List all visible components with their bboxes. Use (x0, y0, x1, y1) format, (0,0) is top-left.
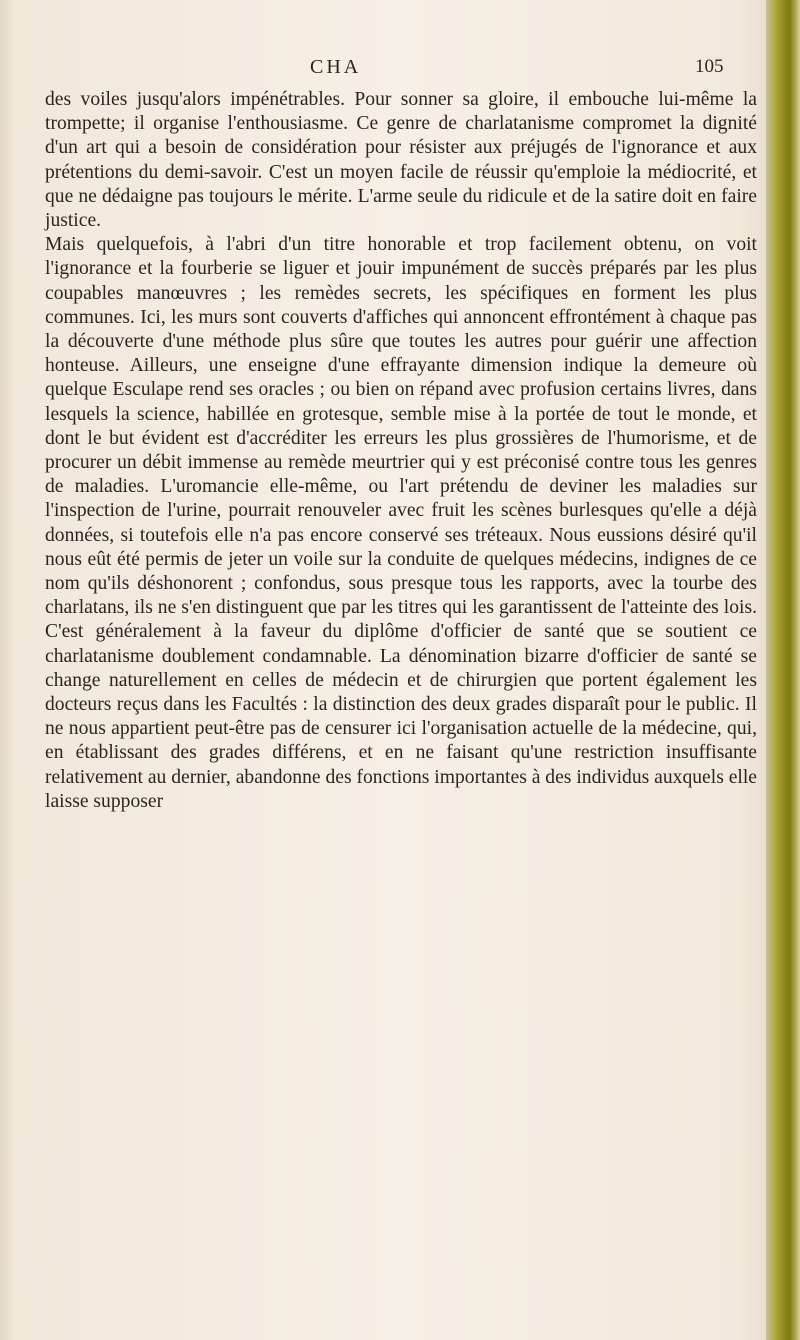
paragraph-1: des voiles jusqu'alors impénétrables. Pour sonner sa gloire, il embouche lui-même la trompette; il organise l'enthousiasme. Ce genre de charlatanisme compromet la dignité d'un art qui a besoin de considération pour résister aux préjugés de l'ignorance et aux prétentions du demi-savoir. C'est un moyen facile de réussir qu'emploie la médiocrité, et que ne dédaigne pas toujours le mérite. L'arme seule du ridicule et de la satire doit en faire justice. (45, 89, 757, 232)
body-text (45, 88, 757, 814)
paragraph-2: Mais quelquefois, à l'abri d'un titre honorable et trop facilement obtenu, on voit l'ignorance et la fourberie se liguer et jouir impunément de succès préparés par les plus coupables manœuvres ; les remèdes secrets, les spécifiques en forment les plus communes. Ici, les murs sont couverts d'affiches qui annoncent effrontément à chaque pas la découverte d'une méthode plus sûre que toutes les autres pour guérir une affection honteuse. Ailleurs, une enseigne d'une effrayante dimension indique la demeure où quelque Esculape rend ses oracles ; ou bien on répand avec profusion certains livres, dans lesquels la science, habillée en grotesque, semble mise à la portée de tout le monde, et dont le but évident est d'accréditer les erreurs les plus grossières de l'humorisme, et de procurer un débit immense au remède meurtrier qui y est préconisé contre tous les genres de maladies. L'uromancie elle-même, ou l'art prétendu de deviner les maladies sur l'inspection de l'urine, pourrait renouveler avec fruit les scènes burlesques qu'elle a déjà données, si toutefois elle n'a pas encore conservé ses tréteaux. Nous eussions désiré qu'il nous eût été permis de jeter un voile sur la conduite de quelques médecins, indignes de ce nom qu'ils déshonorent ; confondus, sous presque tous les rapports, avec la tourbe des charlatans, ils ne s'en distinguent que par les titres qui les garantissent de l'atteinte des lois. C'est généralement à la faveur du diplôme d'officier de santé que se soutient ce charlatanisme doublement condamnable. La dénomination bizarre d'officier de santé se change naturellement en celles de médecin et de chirurgien que portent également les docteurs reçus dans les Facultés : la distinction des deux grades disparaît pour le public. Il ne nous appartient peut-être pas de censurer ici l'organisation actuelle de la médecine, qui, en établissant des grades différens, et en ne faisant qu'une restriction insuffisante relativement au dernier, abandonne des fonctions importantes à des individus auxquels elle laisse supposer (45, 234, 757, 812)
page-gutter-shadow (0, 0, 14, 1340)
page-header (40, 56, 760, 82)
page-number: 105 (695, 56, 724, 77)
running-head: CHA (310, 56, 362, 78)
binding-edge (766, 0, 800, 1340)
